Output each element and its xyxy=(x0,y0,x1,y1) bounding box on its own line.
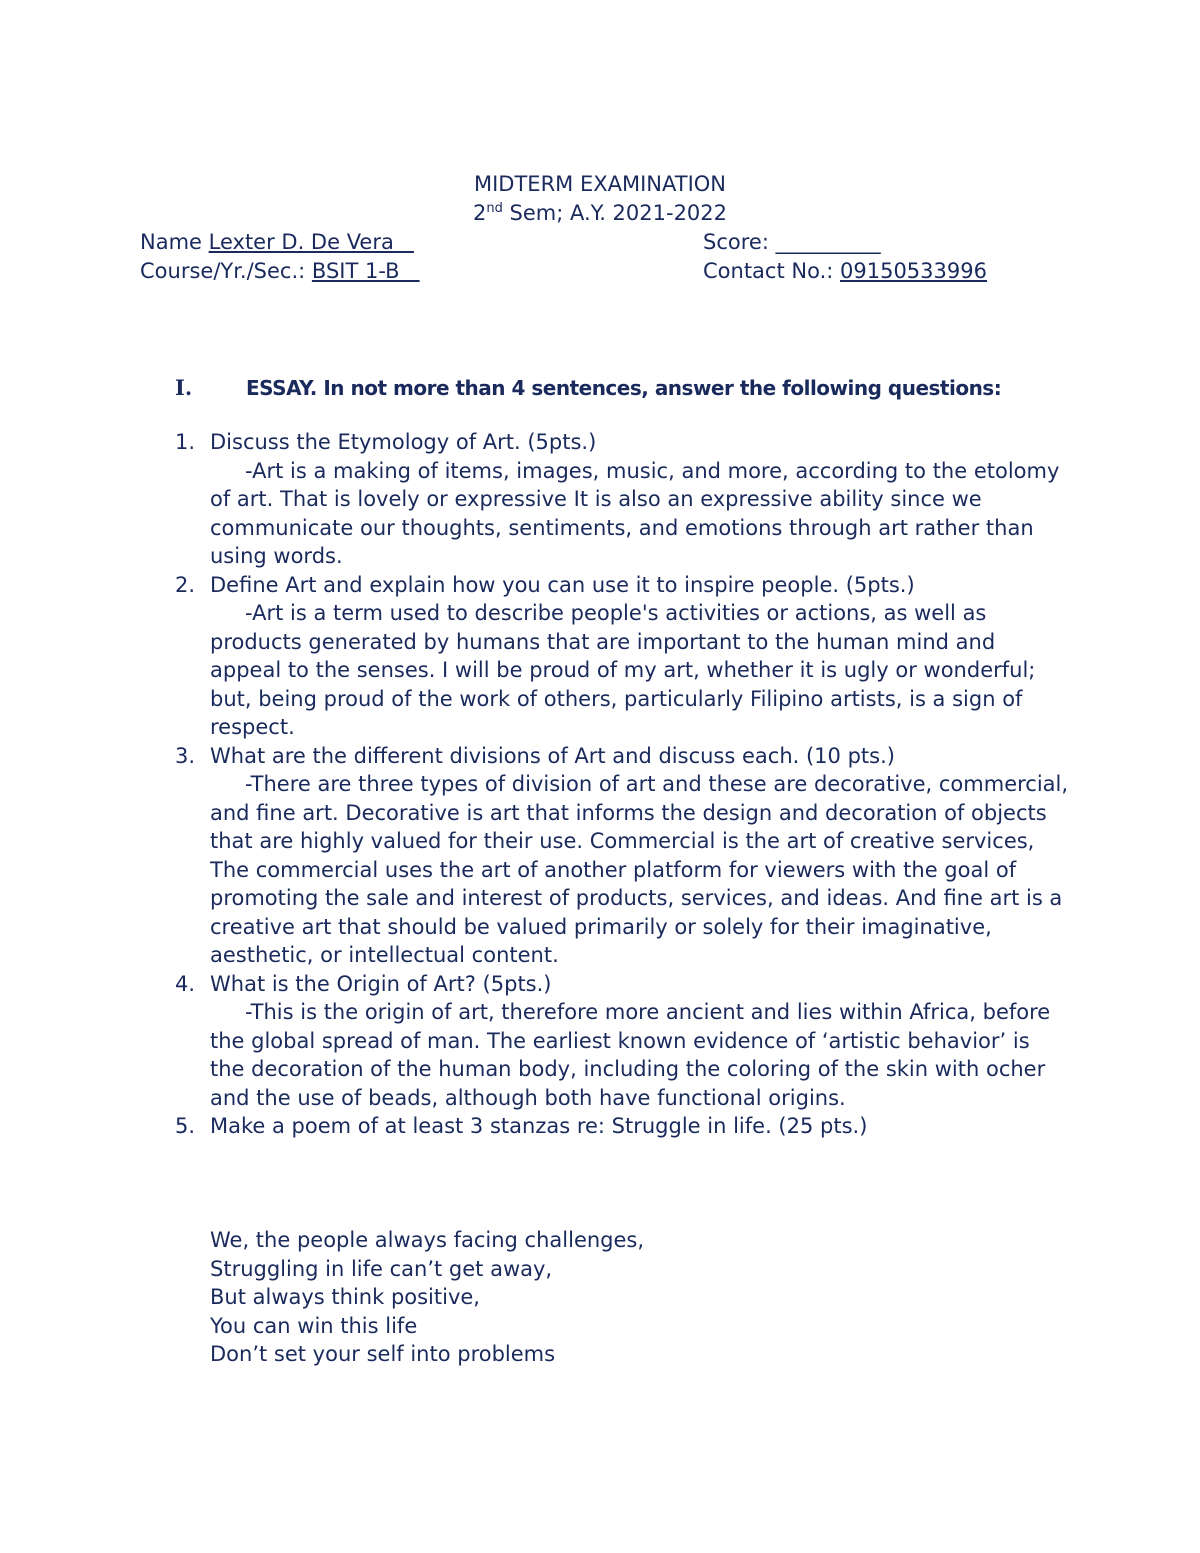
semester-line xyxy=(0,199,1200,228)
question-text: What are the different divisions of Art and discuss each. (10 pts.) xyxy=(210,743,895,768)
name-field xyxy=(140,228,414,257)
poem-line: Struggling in life can’t get away, xyxy=(210,1256,553,1281)
semester-ordinal: 2 xyxy=(472,201,487,225)
exam-title: MIDTERM EXAMINATION xyxy=(474,172,726,196)
question-item xyxy=(140,1112,1070,1141)
contact-label: Contact No.: xyxy=(703,259,840,283)
contact-field xyxy=(703,257,987,286)
question-number: 4. xyxy=(175,971,196,996)
answer-text: -Art is a making of items, images, music, and more, according to the etolomy of art. That is lovely or expressive It is also an expressive ability since we communicate our thoughts, sentiments, and emotions through art rather than using words. xyxy=(210,458,1060,568)
question-number: 1. xyxy=(175,430,196,454)
semester-suffix: nd xyxy=(486,201,503,216)
course-label: Course/Yr./Sec.: xyxy=(140,259,312,283)
section-instructions: ESSAY. In not more than 4 sentences, answer the following questions: xyxy=(246,376,1002,400)
info-row-name xyxy=(140,228,1040,257)
course-field xyxy=(140,257,420,286)
course-value: BSIT 1-B xyxy=(311,259,420,283)
contact-value: 09150533996 xyxy=(840,259,987,283)
question-item xyxy=(140,742,1070,970)
question-text: Make a poem of at least 3 stanzas re: Struggle in life. (25 pts.) xyxy=(210,1114,868,1138)
poem-line: But always think positive, xyxy=(210,1285,480,1309)
question-number: 2. xyxy=(175,572,196,597)
name-value: Lexter D. De Vera xyxy=(208,230,414,254)
poem-line: Don’t set your self into problems xyxy=(210,1342,556,1366)
question-list xyxy=(140,428,1070,1141)
section-number: I. xyxy=(175,375,193,400)
answer-text: -This is the origin of art, therefore more ancient and lies within Africa, before the global spread of man. The earliest known evidence of ‘artistic behavior’ is the decoration of the human body, including the coloring of the skin with ocher and the use of beads, although both have functional origins. xyxy=(210,1000,1051,1110)
question-item xyxy=(140,571,1070,742)
name-label: Name xyxy=(140,230,209,254)
question-item xyxy=(140,970,1070,1113)
poem-line: We, the people always facing challenges, xyxy=(210,1228,645,1252)
info-row-course xyxy=(140,257,1040,286)
poem-line: You can win this life xyxy=(210,1313,418,1338)
score-value: __________ xyxy=(775,230,881,254)
question-text: Define Art and explain how you can use it to inspire people. (5pts.) xyxy=(210,572,915,597)
semester-rest: Sem; A.Y. 2021-2022 xyxy=(502,201,728,225)
question-item xyxy=(140,428,1070,571)
score-field xyxy=(703,228,881,257)
question-number: 5. xyxy=(175,1114,196,1138)
answer-text: -There are three types of division of art and these are decorative, commercial, and fine art. Decorative is art that informs the design and decoration of objects that are highly valued for their use. Commercial is the art of creative services, The commercial uses the art of another platform for viewers with the goal of promoting the sale and interest of products, services, and ideas. And fine art is a creative art that should be valued primarily or solely for their imaginative, aesthetic, or intellectual content. xyxy=(210,772,1069,967)
exam-header xyxy=(0,170,1200,228)
question-number: 3. xyxy=(175,743,196,768)
poem xyxy=(210,1226,644,1369)
question-text: What is the Origin of Art? (5pts.) xyxy=(210,971,552,996)
question-text: Discuss the Etymology of Art. (5pts.) xyxy=(210,430,597,454)
score-label: Score: xyxy=(703,230,776,254)
answer-text: -Art is a term used to describe people's activities or actions, as well as products generated by humans that are important to the human mind and appeal to the senses. I will be proud of my art, whether it is ugly or wonderful; but, being proud of the work of others, particularly Filipino artists, is a sign of respect. xyxy=(210,601,1036,739)
